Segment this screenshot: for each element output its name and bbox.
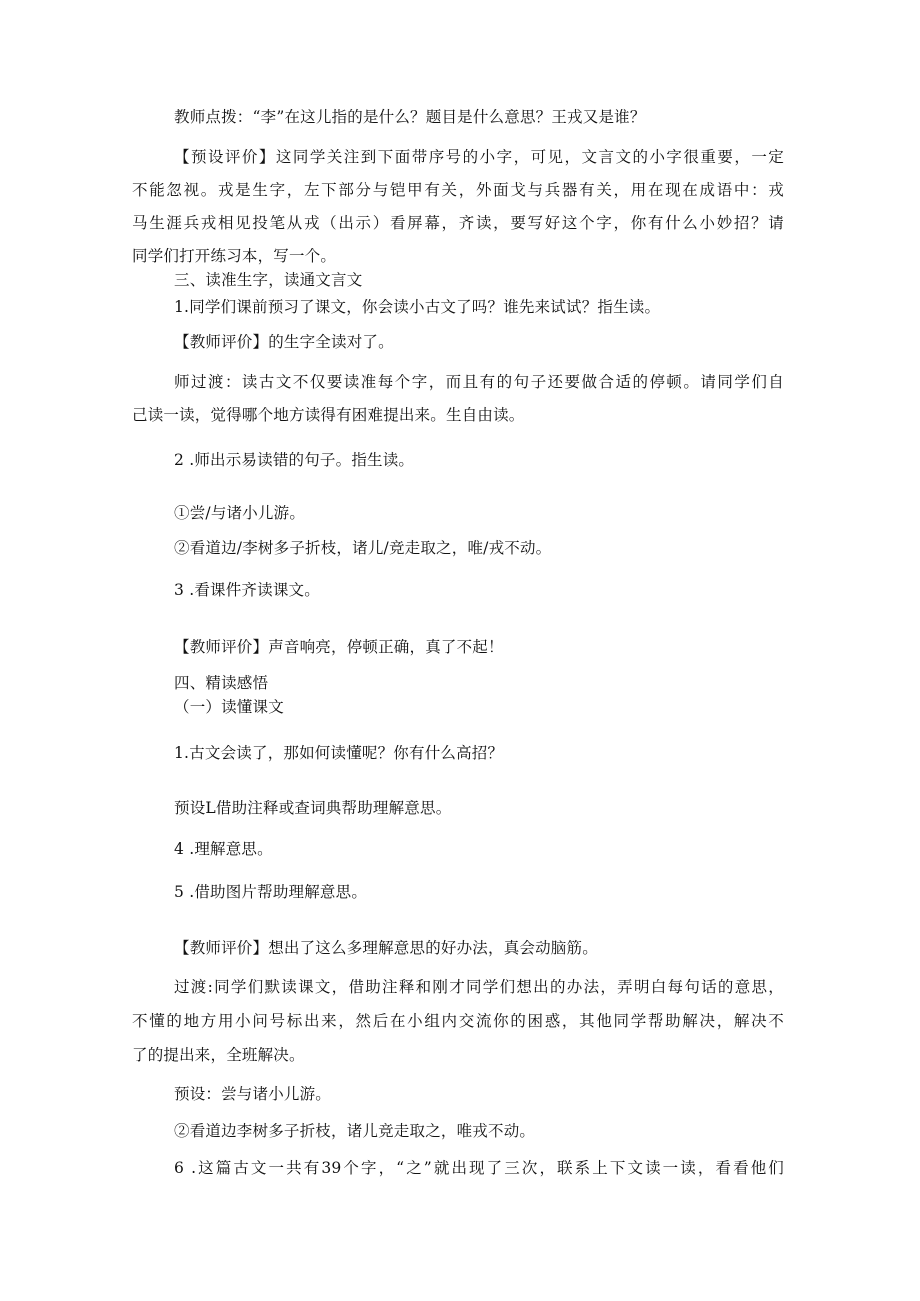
section-heading: 四、精读感悟 — [174, 674, 269, 692]
text-line: 师过渡：读古文不仅要读准每个字，而且有的句子还要做合适的停顿。请同学们自 — [174, 373, 784, 391]
text-line: 【教师评价】想出了这么多理解意思的好办法，真会动脑筋。 — [174, 939, 598, 957]
text-line: 预设L借助注释或查词典帮助理解意思。 — [174, 799, 452, 817]
text-line: 不懂的地方用小问号标出来，然后在小组内交流你的困惑，其他同学帮助解决，解决不 — [132, 1012, 784, 1030]
text-line: 同学们打开练习本，写一个。 — [132, 247, 337, 265]
text-line: ②看道边/李树多子折枝，诸儿/竞走取之，唯/戎不动。 — [174, 539, 552, 557]
text-line: 3 .看课件齐读课文。 — [174, 581, 320, 599]
text-line: 【教师评价】声音响亮，停顿正确，真了不起！ — [174, 638, 504, 656]
text-line: ①尝/与诸小儿游。 — [174, 504, 306, 522]
text-line: 【教师评价】的生字全读对了。 — [174, 333, 394, 351]
text-line: ②看道边李树多子折枝，诸儿竞走取之，唯戎不动。 — [174, 1122, 536, 1140]
text-line: 过渡:同学们默读课文，借助注释和刚才同学们想出的办法，弄明白每句话的意思， — [174, 978, 784, 996]
text-line: 1.同学们课前预习了课文，你会读小古文了吗？谁先来试试？指生读。 — [174, 298, 661, 316]
text-line: 教师点拨：“李”在这儿指的是什么？题目是什么意思？王戎又是谁？ — [174, 108, 646, 126]
text-line: 不能忽视。戎是生字，左下部分与铠甲有关，外面戈与兵器有关，用在现在成语中：戎 — [132, 181, 784, 199]
text-line: 【预设评价】这同学关注到下面带序号的小字，可见，文言文的小字很重要，一定 — [174, 148, 784, 166]
text-line: 2 .师出示易读错的句子。指生读。 — [174, 451, 415, 469]
subsection-heading: （一）读懂课文 — [174, 698, 284, 716]
text-line: 5 .借助图片帮助理解意思。 — [174, 883, 368, 901]
text-line: 了的提出来，全班解决。 — [132, 1046, 305, 1064]
section-heading: 三、读准生字，读通文言文 — [174, 271, 363, 289]
text-line: 马生涯兵戎相见投笔从戎（出示）看屏幕，齐读，要写好这个字，你有什么小妙招？请 — [132, 214, 784, 232]
text-line: 1.古文会读了，那如何读懂呢？你有什么高招？ — [174, 744, 504, 762]
text-line: 4 .理解意思。 — [174, 840, 273, 858]
text-line: 6 .这篇古文一共有39个字，“之”就出现了三次，联系上下文读一读，看看他们 — [174, 1159, 784, 1177]
text-line: 己读一读，觉得哪个地方读得有困难提出来。生自由读。 — [132, 406, 525, 424]
text-line: 预设：尝与诸小儿游。 — [174, 1085, 332, 1103]
